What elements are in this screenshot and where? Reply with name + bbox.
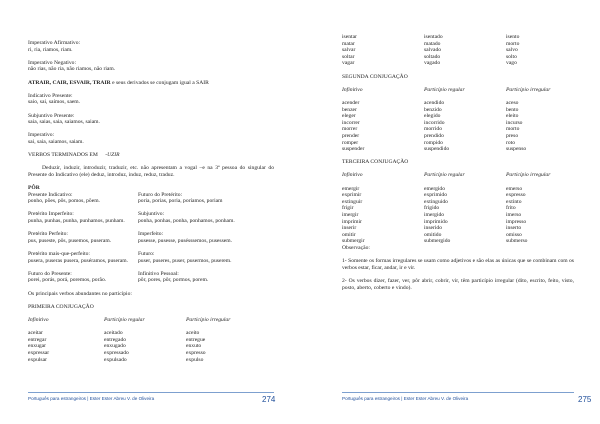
cell-infinitivo: prender (342, 132, 360, 139)
table-row (342, 113, 574, 120)
imperativo-negativo-section (28, 60, 274, 73)
cell-infinitivo: submergir (342, 238, 365, 245)
subjuntivo-presente-title: Subjuntivo Presente: (28, 112, 75, 119)
cell-irregular: preso (506, 132, 519, 139)
cell-irregular: eleito (506, 113, 519, 120)
segunda-table (342, 100, 574, 153)
atrair-heading (28, 80, 274, 87)
cell-regular: isentado (424, 34, 443, 40)
cell-regular: imergido (424, 212, 445, 219)
por-title: PÔR (28, 185, 40, 192)
cell-irregular: suspenso (506, 146, 527, 153)
atrair-description: e seus derivados se conjugam igual a SAIR (110, 79, 209, 86)
header-infinitivo: Infinitivo (342, 86, 363, 93)
por-cell-forms: pôr, pores, pôr, pormos, porem. (138, 277, 209, 284)
cell-infinitivo: entregar (28, 336, 47, 343)
cell-infinitivo: extinguir (342, 198, 363, 205)
por-cell-title: Pretérito mais-que-perfeito: (28, 251, 90, 257)
por-cell-title: Presente Indicativo: (28, 191, 73, 198)
cell-irregular: isento (506, 34, 520, 40)
imperativo-afirmativo-section (28, 40, 274, 53)
por-cell-forms: porei, porás, porá, poremos, porão. (28, 277, 107, 284)
imperativo-forms: sai, saia, saiamos, saiam. (28, 138, 84, 145)
cell-regular: expressado (104, 349, 129, 356)
footer-text: Português para estrangeiros | Ester Ester Abreu V. de Oliveira (28, 396, 155, 401)
indicativo-presente-title: Indicativo Presente: (28, 92, 73, 99)
cell-irregular: expresso (506, 192, 526, 199)
page-number: 274 (262, 395, 276, 404)
page-number: 275 (578, 395, 592, 404)
verbos-terminados-heading (28, 152, 274, 159)
cell-infinitivo: acender (342, 99, 360, 106)
cell-irregular: vago (506, 60, 517, 67)
cell-infinitivo: enxugar (28, 343, 47, 350)
por-cell (138, 211, 274, 224)
por-cell-title: Futuro do Presente: (28, 270, 72, 277)
por-cell-forms: poria, porias, poria, poríamos, poriam (138, 198, 223, 205)
cell-irregular: salvo (506, 47, 518, 54)
cell-irregular: solto (506, 53, 517, 60)
por-cell-title: Futuro: (138, 251, 155, 257)
cell-irregular: frito (506, 205, 516, 212)
cell-regular: vagado (424, 60, 441, 67)
cell-irregular: roto (506, 139, 516, 146)
cell-infinitivo: vagar (342, 60, 355, 67)
cell-infinitivo: expressar (28, 349, 50, 356)
indicativo-presente-forms: saio, sai, saímos, saem. (28, 99, 81, 106)
por-cell-title: Infinitivo Pessoal: (138, 270, 179, 277)
cell-irregular: impresso (506, 218, 527, 225)
cell-infinitivo: morrer (342, 126, 358, 133)
table-row (342, 54, 574, 61)
por-cell-title: Pretérito Imperfeito: (28, 211, 74, 218)
table-row (342, 100, 574, 107)
cell-infinitivo: expulsar (28, 356, 47, 363)
por-cell-forms: punha, punhas, punha, punhamos, punham. (28, 218, 125, 225)
terceira-conjugacao-title: TERCEIRA CONJUGAÇÃO (342, 159, 409, 166)
cell-infinitivo: romper (342, 139, 359, 146)
cell-irregular: entregue (186, 336, 206, 343)
subjuntivo-presente-forms: saia, saias, saia, saiamos, saiam. (28, 119, 100, 126)
cell-infinitivo: matar (342, 40, 355, 47)
table-row (342, 186, 574, 193)
cell-regular: acendido (424, 99, 445, 106)
table-row (342, 126, 574, 133)
atrair-verbs: ATRAIR, CAIR, ESVAIR, TRAIR (28, 79, 111, 86)
cell-regular: rompido (424, 139, 443, 146)
cell-regular: expulsado (104, 356, 127, 363)
table-row (342, 107, 574, 114)
subjuntivo-presente-section (28, 113, 274, 126)
table-row (342, 47, 574, 54)
header-participio-regular: Particípio regular (104, 316, 145, 323)
por-cell-title: Subjuntivo: (138, 211, 165, 218)
table-row (342, 199, 574, 206)
cell-regular: exprimido (424, 192, 447, 199)
cell-irregular: expulso (186, 356, 204, 363)
verbos-terminados-title: VERBOS TERMINADOS EM (28, 152, 98, 159)
left-footer (28, 396, 274, 401)
cell-irregular: omisso (506, 231, 522, 238)
cell-regular: elegido (424, 113, 441, 120)
table-row (342, 146, 574, 153)
right-page-content (342, 34, 574, 298)
header-participio-regular: Particípio regular (424, 172, 465, 179)
cell-regular: omitido (424, 231, 442, 238)
cell-regular: extinguido (424, 198, 448, 205)
cell-irregular: aceito (186, 330, 200, 337)
header-participio-irregular: Particípio irregular (506, 172, 551, 179)
cell-regular: submergido (424, 238, 451, 245)
indicativo-presente-section (28, 93, 274, 106)
verbos-ending: -UZIR (105, 152, 120, 159)
observacao-2: 2- Os verbos dizer, fazer, ver, pôr abrir, cobrir, vir, têm particípio irregular (dito, escrito, feito, visto, posto, aberto, coberto e vindo). (342, 277, 574, 291)
cell-regular: frigido (424, 205, 440, 212)
por-cell-forms: ponho, pões, pôs, pomos, põem. (28, 198, 100, 205)
table-row (342, 60, 574, 67)
por-cell-forms: puser, puseres, puser, pusermos, puserem. (138, 257, 232, 264)
table-row (342, 205, 574, 212)
por-cell (28, 211, 138, 224)
table-row (342, 219, 574, 226)
cell-regular: matado (424, 40, 441, 47)
cell-infinitivo: salvar (342, 47, 356, 54)
cell-infinitivo: imprimir (342, 218, 362, 225)
cell-irregular: morto (506, 40, 520, 47)
header-participio-irregular: Particípio irregular (506, 86, 551, 93)
cell-irregular: emerso (506, 185, 523, 192)
por-cell-title: Pretérito Perfeito: (28, 231, 68, 238)
por-cell (138, 271, 274, 284)
por-conjugation-grid (28, 192, 274, 291)
imperativo-section (28, 132, 274, 145)
cell-regular: inserido (424, 225, 443, 232)
table-row (28, 330, 274, 337)
table-row (342, 238, 574, 245)
por-cell-forms: ponha, ponhas, ponha, ponhamos, ponham. (138, 218, 235, 225)
right-footer (342, 396, 574, 401)
cell-irregular: morto (506, 126, 520, 133)
table-row (342, 140, 574, 147)
cell-infinitivo: isentar (342, 34, 357, 40)
imperativo-title: Imperativo: (28, 132, 55, 139)
table-row (342, 225, 574, 232)
table-row (342, 41, 574, 48)
footer-rule (342, 392, 574, 393)
cell-infinitivo: aceitar (28, 330, 43, 337)
table-row (342, 212, 574, 219)
table-row (342, 133, 574, 140)
cell-regular: incorrido (424, 119, 445, 126)
imperativo-afirmativo-title: Imperativo Afirmativo: (28, 40, 81, 46)
table-row (28, 350, 274, 357)
left-page-content (28, 40, 274, 363)
table-row (28, 343, 274, 350)
imperativo-negativo-forms: não rias, não ria, não riamos, não riam. (28, 66, 116, 73)
cell-infinitivo: emergir (342, 185, 360, 192)
cell-infinitivo: incorrer (342, 119, 360, 126)
cell-regular: aceitado (104, 330, 123, 337)
principais-verbos-text: Os principais verbos abundantes no particípio: (28, 290, 132, 297)
cell-irregular: submerso (506, 238, 528, 245)
table-row (342, 34, 574, 41)
primeira-table-header (28, 317, 274, 324)
cell-irregular: extinto (506, 198, 522, 205)
por-cell-title: Imperfeito: (138, 231, 164, 238)
imperativo-afirmativo-forms: ri, ria, riamos, riam. (28, 46, 73, 53)
cell-irregular: expresso (186, 349, 206, 356)
terceira-table (342, 186, 574, 245)
cell-regular: benzido (424, 106, 442, 113)
footer-rule (28, 392, 274, 393)
cell-irregular: imerso (506, 212, 522, 219)
header-participio-irregular: Particípio irregular (186, 316, 231, 323)
cell-regular: soltado (424, 53, 441, 60)
por-cell-title: Futuro do Pretérito: (138, 191, 183, 198)
por-cell (138, 251, 274, 264)
por-cell (28, 231, 138, 244)
por-cell-forms: pusera, puseras pusera, puséramos, puseram. (28, 257, 129, 264)
segunda-table-header (342, 87, 574, 94)
table-row (28, 357, 274, 364)
terceira-table-header (342, 172, 574, 179)
table-row (342, 120, 574, 127)
por-cell-forms: pusesse, pusesse, pusésssemos, pusessem. (138, 237, 233, 244)
cell-regular: emergido (424, 185, 446, 192)
observacao-title: Observação: (342, 245, 370, 251)
table-row (28, 337, 274, 344)
cell-infinitivo: omitir (342, 231, 356, 238)
cell-regular: salvado (424, 47, 442, 54)
cell-regular: morrido (424, 126, 443, 133)
imperativo-negativo-title: Imperativo Negativo: (28, 59, 76, 66)
cell-infinitivo: soltar (342, 53, 355, 60)
cell-regular: imprimido (424, 218, 448, 225)
right-page (300, 0, 600, 424)
cell-irregular: incurso (506, 119, 523, 126)
table-row (342, 192, 574, 199)
cell-infinitivo: frigir (342, 205, 354, 212)
deduzir-paragraph: Deduzir, induzir, introduzir, traduzir, etc. não apresentam a vogal –e na 3ª pessoa do singular do Presente do Indicativo (ele) deduz, introduz, induz, reduz, traduz. (28, 165, 274, 178)
cell-irregular: enxuto (186, 343, 202, 350)
header-infinitivo: Infinitivo (342, 172, 363, 179)
primeira-conjugacao-title: PRIMEIRA CONJUGAÇÃO (28, 303, 94, 310)
cell-infinitivo: eleger (342, 113, 356, 120)
observacao-1: 1- Somente os formas irregulares se usam como adjetivos e são elas as únicas que se combinam com os verbos estar, ficar, andar, ir e vir. (342, 258, 574, 271)
cell-infinitivo: imergir (342, 212, 359, 219)
cell-regular: enxugado (104, 343, 126, 350)
cell-irregular: aceso (506, 99, 519, 106)
cell-regular: entregado (104, 336, 127, 343)
cell-infinitivo: inserir (342, 225, 357, 232)
table-row (342, 232, 574, 239)
por-cell (28, 192, 138, 205)
cell-infinitivo: benzer (342, 106, 357, 113)
segunda-conjugacao-title: SEGUNDA CONJUGAÇÃO (342, 73, 408, 80)
por-cell (28, 251, 138, 264)
footer-text: Português para estrangeiros | Ester Ester Abreu V. de Oliveira (342, 396, 469, 401)
cell-irregular: inserto (506, 225, 522, 232)
por-cell (138, 192, 274, 205)
cell-infinitivo: exprimir (342, 192, 362, 199)
header-infinitivo: Infinitivo (28, 316, 49, 323)
por-cell-forms: pus, puseste, pôs, pusemos, puseram. (28, 237, 112, 244)
por-cell (138, 231, 274, 244)
top-continuation-table (342, 34, 574, 67)
header-participio-regular: Particípio regular (424, 86, 465, 93)
por-cell (28, 271, 138, 284)
cell-infinitivo: suspender (342, 146, 365, 153)
cell-regular: prendido (424, 132, 444, 139)
cell-irregular: bento (506, 106, 519, 113)
cell-regular: suspendido (424, 146, 450, 153)
